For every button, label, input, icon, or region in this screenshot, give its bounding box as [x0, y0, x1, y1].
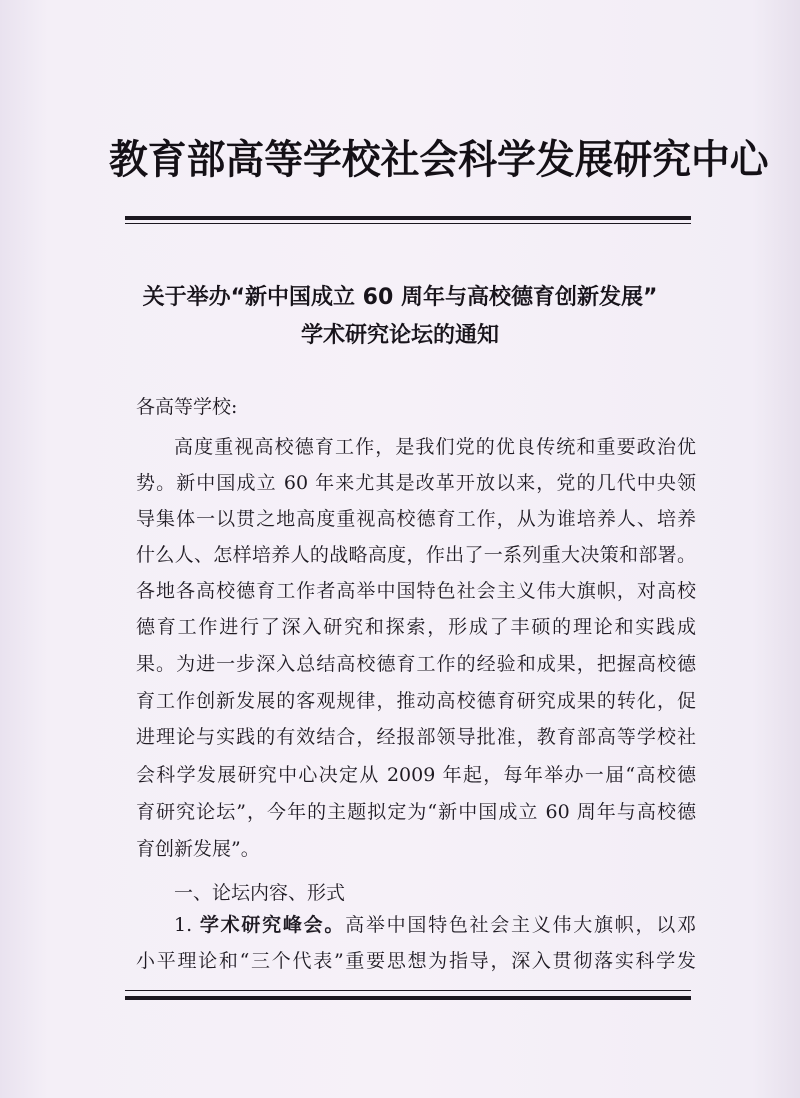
paragraph-line: 各地各高校德育工作者高举中国特色社会主义伟大旗帜，对高校	[136, 580, 696, 602]
item-number: 1.	[174, 914, 193, 936]
paragraph-line: 势。新中国成立 60 年来尤其是改革开放以来，党的几代中央领	[136, 472, 696, 494]
paragraph-line: 进理论与实践的有效结合，经报部领导批准，教育部高等学校社	[136, 726, 696, 748]
letterhead-title: 教育部高等学校社会科学发展研究中心	[109, 136, 769, 183]
paragraph-line: 会科学发展研究中心决定从 2009 年起，每年举办一届“高校德	[136, 764, 696, 786]
letterhead-rule-thin	[125, 223, 691, 224]
paragraph-line: 导集体一以贯之地高度重视高校德育工作，从为谁培养人、培养	[136, 508, 696, 530]
paragraph-line: 育研究论坛”，今年的主题拟定为“新中国成立 60 周年与高校德	[136, 801, 696, 823]
paragraph-line: 果。为进一步深入总结高校德育工作的经验和成果，把握高校德	[136, 653, 696, 675]
footer-rule-thin	[125, 990, 691, 991]
item-text: 高举中国特色社会主义伟大旗帜，以邓	[345, 914, 696, 936]
paragraph-line: 育创新发展”。	[136, 838, 260, 860]
footer-rule-thick	[125, 996, 691, 1000]
notice-title-line-1: 关于举办“新中国成立 60 周年与高校德育创新发展”	[142, 285, 658, 310]
item-1-line-2: 小平理论和“三个代表”重要思想为指导，深入贯彻落实科学发	[136, 950, 696, 972]
paragraph-line: 德育工作进行了深入研究和探索，形成了丰硕的理论和实践成	[136, 616, 696, 638]
item-1-line-1	[174, 910, 696, 937]
item-bold-heading: 学术研究峰会。	[199, 914, 346, 936]
section-heading: 一、论坛内容、形式	[174, 882, 346, 904]
paragraph-line: 育工作创新发展的客观规律，推动高校德育研究成果的转化，促	[136, 690, 696, 712]
paragraph-line: 什么人、怎样培养人的战略高度，作出了一系列重大决策和部署。	[136, 544, 696, 566]
salutation: 各高等学校:	[136, 396, 238, 418]
notice-title-line-2: 学术研究论坛的通知	[300, 323, 499, 348]
letterhead-rule-thick	[125, 216, 691, 220]
paragraph-line: 高度重视高校德育工作，是我们党的优良传统和重要政治优	[174, 436, 696, 458]
